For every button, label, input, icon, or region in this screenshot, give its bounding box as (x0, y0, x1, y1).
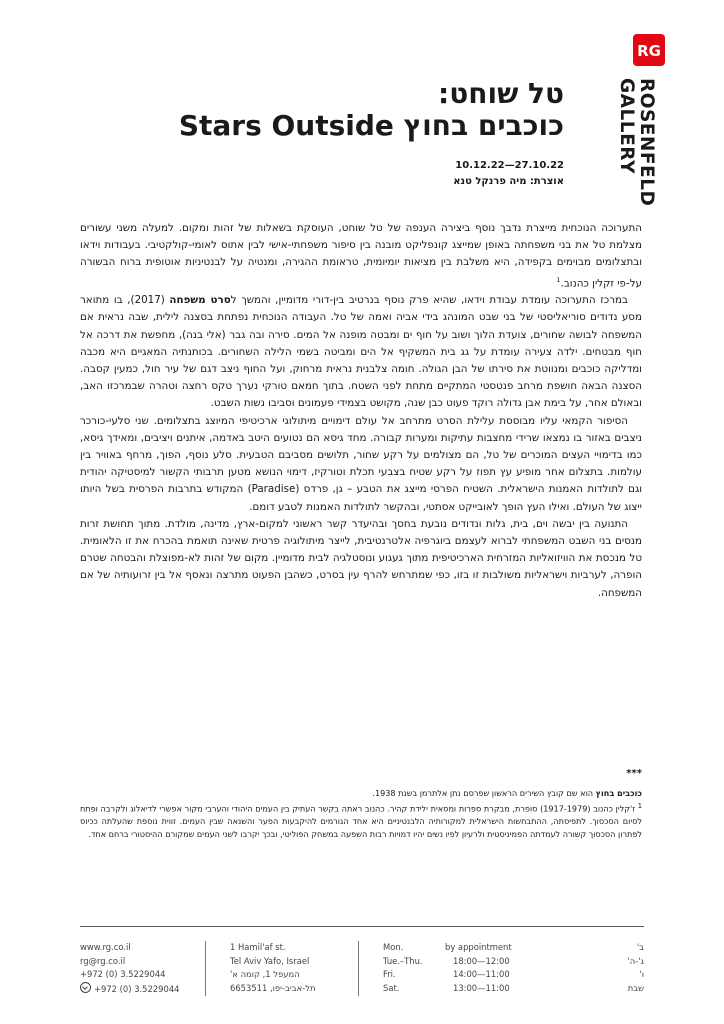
film-title: סרט משפחה (169, 294, 231, 307)
day-en: Sat. (383, 982, 400, 993)
page-title-artist: טל שוחט: (438, 77, 564, 110)
whatsapp-icon (80, 982, 91, 993)
whatsapp-number[interactable]: +972 (0) 3.5229044 (80, 982, 179, 997)
paragraph-2: במרכז התערוכה עומדת עבודת וידאו, שהיא פרק נוסף בנרטיב בין-דורי מדומיין, והמשך לסרט משפחה (2017), בו מתואר מסע נדודים סוריאליסטי של בני שבט המונהג בידי אביה ואמה של טל. העבודה הנוכחית נפתחת בסצנה לילית, שבה נראית אם המשפחה לבושה שחורים, צועדת הלוך ושוב על חוף ים ומבטה מופנה אל המים. סירה ובה גבר (אלי בנה), מחפשת את דרכה אל חוף מבטחים. ילדה צעירה עומדת על גג בית המשקיף אל הים ומביטה בשמי הלילה השחורים. בכותנתיה המאגיים היא מכבה ומדליקה כוכבים ומנווטת את סירתו של הבן הגולה. חומה צלבנית נראית מרחוק, ועל החוף ניצב דגם של עיר חול, כמעין קסבה. הסצנה הבאה חושפת מרחב פנטסטי המתקיים מתחת לפני השטח. בתוך חמאם טורקי נערך טקס רחצה וטהרה שבמרכזו האב, ובאולם אחר, על בימת אבן גדולה רוקד פעוט כבן שנה, מקושט בצמידי פעמונים וסביבו נשות השבט. (80, 294, 642, 410)
footer-address (230, 941, 316, 995)
exhibition-dates: 10.12.22—27.10.22 (455, 160, 564, 171)
hours-value: 18:00—12:00 (453, 955, 510, 966)
day-he: ו' (639, 969, 644, 979)
phone-number[interactable]: +972 (0) 3.5229044 (80, 969, 166, 979)
footer-divider (80, 926, 644, 927)
website-link[interactable]: www.rg.co.il (80, 942, 131, 952)
footnote-1: כוכבים בחוץ הוא שם קובץ השירים הראשון שפרסם נתן אלתרמן בשנת 1938. (372, 788, 642, 798)
address-en-line2: Tel Aviv Yafo, Israel (230, 955, 310, 966)
section-separator: *** (626, 768, 642, 779)
logo-monogram: RG (637, 42, 661, 60)
logo-wordmark (616, 78, 656, 206)
hours-value: by appointment (445, 942, 512, 952)
day-he: ב' (636, 942, 644, 952)
day-he: ג'-ה' (627, 955, 644, 966)
hours-value: 13:00—11:00 (453, 982, 510, 993)
paragraph-4: התנועה בין יבשה וים, בית, גלות ונדודים נובעת בחסך ובהיעדר קשר ראשוני למקום-ארץ, מדינה, מולדת. מתוך תחושת זרות מנסים בני השבט המשפחתי לברוא לעצמם ביוגרפיה אלטרנטיבית, לייצר מיתולוגיה פרטית שאינה תואמת בהכרח את זו הלאומית. טל מנכסת את הוויזואליות המזרחית הארכיטיפית מתוך געגוע ונוסטלגיה לבית מדומיין. מקום של זהות לא-מפוצלת והבטחה שטרם הופרה, לערביות וישראליות משולבות זו בזו, כפי שמתרחש להרף עין בסרט, כשהבן הפעוט מתרצה ונאסף אל בין זרועותיה של אם המשפחה. (80, 517, 642, 599)
day-he: שבת (627, 982, 644, 993)
exhibition-text (80, 220, 642, 602)
hours-value: 14:00—11:00 (453, 969, 510, 979)
address-he-line2: תל-אביב-יפו, 6653511 (230, 982, 316, 993)
paragraph-3: הסיפור הקמאי עליו מבוססת עלילת הסרט מתרחב אל עולם דימויים מיתולוגי ארכיטיפי המיוצג בתצלומים. שני סלעי-כורכר ניצבים באזור בו נמצאו שרידי מחצבות עתיקות ומערות קבורה. מחד גיסא הם נטועים היטב באדמה, איתנים ויציבים, ומאידך גיסא, כמו בדימויי העצים המוכרים של טל, הם מצולמים על רקע שחור, תלושים מסביבם הטבעית. סלע נוסף, הפוך, מרחף באוויר בין עולמות. בתצלום אחר מופיע עץ תפוז על רקע שטיח בצבעי תכלת וטורקיז, דימוי הנושא מטען תרבותי הקשור למיסטיקה יהודית וגם לתולדות האמנות הישראלית. השטיח הפרסי מייצג את הטבע – גן, פרדס (Paradise) המקודש בתרבות הפרסית בשל היותו ייצוג של העולם. ואילו העץ הופך לאובייקט אסתטי, ובהקשר לתולדות האמנות לטבע דומם. (80, 414, 642, 513)
address-en-line1: 1 Hamil'af st. (230, 942, 286, 952)
day-en: Fri. (383, 969, 396, 979)
curator-credit: אוצרת: מיה פרנקל טנא (453, 176, 564, 187)
opening-days-he (600, 941, 644, 995)
address-he-line1: המעפל 1, קומה א' (230, 969, 300, 979)
footnote-ref: 1 (556, 275, 561, 284)
footer-contact (80, 941, 179, 996)
logo-name-line1: ROSENFELD (636, 78, 657, 207)
logo-name-line2: GALLERY (616, 78, 637, 174)
footer-column-divider (205, 941, 206, 996)
page-title-exhibition: כוכבים בחוץ Stars Outside (178, 109, 564, 142)
email-link[interactable]: rg@rg.co.il (80, 955, 126, 966)
page-header (179, 78, 564, 187)
footnote-2: $^1$ ז'קלין כהנוב (1917-1979) סופרת, מבקרת ספרות ומסאית ילידת קהיר. כהנוב ראתה בקשר העתיק בין העמים היהודי והערבי מקור אפשרי לדיאלוג ולקרבה ופתח לסיום הסכסוך. לתפיסתה, ההתבחשות הישראלית למקורותיה הלבנטיניים היא אחד הגורמים להיקבעות הפער והשנאה שבין העמים. זווית נוספת שהעלתה ככיוס לפתרון הסכסוך קשורה לעמדתה הפמיניסטית ולרעיון לפיו נשים יהיו דמויות רבות השפעה במשחק הפוליטי, ובכך יקרבו לשני העמים שמקורם ההיסטורי ברחם אחד. (80, 801, 642, 840)
day-en: Tue.–Thu. (383, 955, 423, 966)
rosenfeld-logo-mark (633, 34, 665, 66)
paragraph-1: התערוכה הנוכחית מייצרת נדבך נוסף ביצירה הענפה של טל שוחט, העוסקת בשאלות של זהות ומקום. למעלה משני עשורים מצלמת טל את בני משפחתה באופן שמייצג קונפליקט מובנה בין סיפור משפחתי-אישי לבין אתוס לאומי-קולקטיבי. בעבודות וידאו ובתצלומים מבוימים בקפידה, היא משלבת בין מציאות יומיומית, טראומת ההגירה, ומנטיה על לבנטיניות אוטופית ברוח הבשורה על-פי זקלין כהנוב.$^1$ (80, 222, 642, 290)
footnotes (80, 787, 642, 841)
opening-days-en (383, 941, 423, 995)
day-en: Mon. (383, 942, 404, 952)
footer-column-divider (358, 941, 359, 996)
opening-hours (445, 941, 512, 995)
